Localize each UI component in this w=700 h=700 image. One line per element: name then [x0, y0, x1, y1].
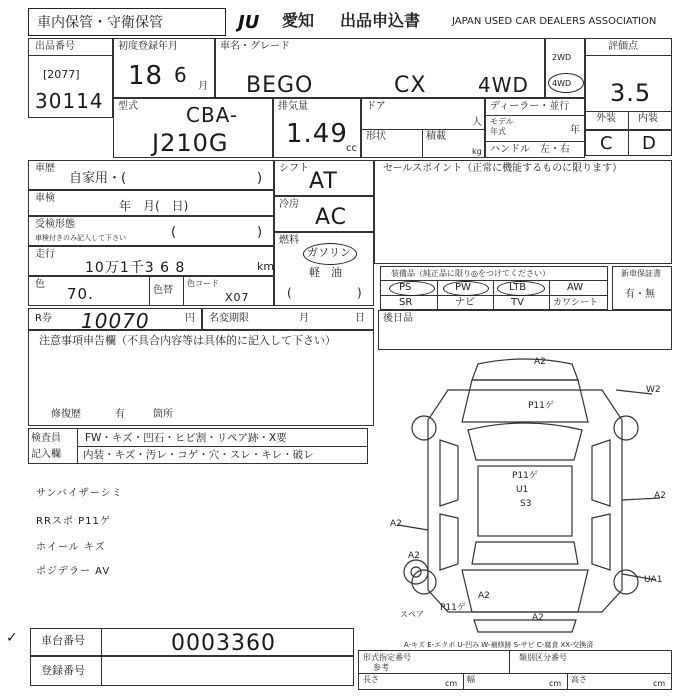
receipt-close: ): [257, 225, 263, 240]
score-interior-label: 内装: [638, 113, 658, 124]
class-number-label: 類別区分番号: [519, 653, 567, 662]
name-change-month: 月: [299, 313, 309, 324]
score-exterior-label: 外装: [596, 113, 616, 124]
recycle-unit: 円: [185, 313, 195, 324]
storage-label-box: [28, 8, 226, 36]
width-label: 幅: [467, 675, 475, 684]
equipment-ltb: LTB: [509, 282, 527, 293]
doors-box: [361, 98, 485, 158]
inspection-value: 年 月( 日): [119, 199, 189, 213]
chassis-box: [30, 628, 354, 656]
fuel-value-gasoline: ガソリン: [307, 246, 351, 259]
type-box: [113, 98, 273, 158]
equipment-ps: PS: [399, 282, 412, 293]
car-damage-diagram: [378, 350, 672, 640]
length-unit: cm: [445, 679, 458, 688]
aircon-value: AC: [315, 205, 348, 230]
form-title: 出品申込書: [340, 11, 421, 30]
warranty-value: 有・無: [625, 289, 655, 300]
registration-label: 初度登録年月: [118, 41, 178, 52]
equipment-label: 装備品（純正品に限り◎をつけてください）: [391, 269, 550, 278]
shape-label: 形状: [366, 131, 386, 142]
displacement-value: 1.49: [286, 119, 348, 149]
warranty-box: [612, 266, 672, 310]
width-unit: cm: [549, 679, 562, 688]
mileage-label: 走行: [35, 249, 55, 260]
warranty-label: 新車保証書: [621, 269, 661, 278]
capacity-kg-unit: kg: [472, 147, 482, 156]
handle-options: 左・右: [540, 144, 570, 155]
receipt-box: [28, 216, 274, 246]
score-grade-box: [585, 130, 672, 156]
brand-name: 愛知: [282, 11, 315, 30]
dealer-label: ディーラー・並行: [490, 101, 570, 112]
drive-option-box: [545, 38, 585, 98]
damage-mark-u1: U1: [516, 485, 529, 495]
sales-label: セールスポイント（正常に機能するものに限ります）: [383, 163, 623, 174]
inspector-row1: FW・キズ・凹石・ヒビ割・リペア跡・X要: [85, 432, 287, 444]
dealer-model-label: モデル: [490, 117, 514, 126]
rear-seat-label: 後日品: [383, 313, 413, 324]
form-number-ref: 参考: [373, 663, 389, 672]
fuel-label: 燃料: [279, 235, 299, 246]
equipment-navi: ナビ: [455, 297, 475, 308]
damage-legend: A-キズ E-エクボ U-凹み W-補修跡 S-サビ C-腐食 XX-交換済: [404, 641, 594, 649]
damage-mark-roof: P11ゲ: [512, 471, 538, 481]
rear-seat-box: [378, 310, 672, 350]
inspector-label-2: 記入欄: [31, 449, 61, 460]
damage-mark-w2: W2: [646, 385, 661, 395]
chassis-value: 0003360: [171, 631, 276, 656]
type-label: 型式: [118, 101, 138, 112]
equipment-pw-circle-icon: [443, 281, 489, 296]
note-3: ホイール キズ: [36, 542, 106, 553]
score-label: 評価点: [608, 41, 638, 52]
recycle-box: [28, 308, 202, 333]
door-persons-unit: 人: [472, 117, 482, 128]
registration-year: 18: [128, 61, 164, 91]
receipt-note: 車検付きのみ記入して下さい: [35, 234, 126, 242]
lot-box: [28, 38, 113, 118]
door-label: ドア: [366, 101, 386, 112]
history-close: ): [257, 171, 263, 186]
history-label: 車歴: [35, 163, 55, 174]
fuel-value-diesel: 軽 油: [309, 266, 342, 279]
lot-number: 30114: [35, 89, 104, 113]
type-line1: CBA-: [186, 103, 239, 127]
score-exterior: C: [600, 133, 614, 154]
damage-mark-a2-front: A2: [534, 357, 546, 367]
model-grade: CX: [394, 73, 427, 98]
association-name: JAPAN USED CAR DEALERS ASSOCIATION: [452, 16, 657, 27]
equipment-leather-seat: カワシート: [553, 298, 599, 308]
dealer-year-unit: 年: [570, 125, 580, 136]
color-box: [28, 276, 274, 306]
recycle-label: R券: [35, 313, 52, 324]
height-label: 高さ: [571, 675, 587, 684]
inspector-box: [28, 428, 368, 464]
inspection-label: 車検: [35, 193, 55, 204]
lot-label: 出品番号: [35, 41, 75, 52]
name-change-day: 日: [355, 313, 365, 324]
note-1: サンバイザーシミ: [36, 488, 123, 499]
equipment-box: [380, 266, 608, 310]
check-mark-icon: ✓: [6, 630, 19, 646]
lot-bracket-number: [2077]: [43, 68, 80, 81]
registration-month: 6: [174, 63, 188, 87]
model-name: BEGO: [246, 73, 314, 98]
mileage-box: [28, 246, 274, 276]
aircon-label: 冷房: [279, 199, 299, 210]
equipment-sr: SR: [399, 297, 413, 308]
drive-4wd-circle-icon: [548, 73, 584, 93]
model-label: 車名・グレード: [220, 41, 290, 52]
capacity-label: 積載: [426, 131, 446, 142]
damage-mark-ua1: UA1: [644, 575, 663, 585]
receipt-label: 受検形態: [35, 219, 75, 230]
shift-box: [274, 160, 374, 196]
recycle-value: 10070: [81, 309, 150, 333]
form-number-label: 形式指定番号: [363, 653, 411, 662]
spare-label: スペア: [400, 610, 424, 619]
color-label: 色: [35, 279, 45, 290]
color-change-label: 色替: [153, 285, 173, 296]
mileage-unit: km: [257, 260, 275, 273]
repair-place: 箇所: [153, 409, 173, 420]
note-2: RRスポ P11ゲ: [36, 516, 111, 527]
dealer-year-label: 年式: [490, 127, 506, 136]
score-interior: D: [642, 133, 657, 154]
fuel-open: (: [287, 286, 292, 300]
score-box: [585, 38, 672, 130]
shift-value: AT: [309, 169, 338, 194]
remarks-label: 注意事項申告欄（不具合内容等は具体的に記入して下さい）: [39, 334, 336, 347]
equipment-pw: PW: [455, 282, 471, 293]
receipt-open: (: [171, 225, 177, 240]
form-number-box: [358, 650, 672, 690]
length-label: 長さ: [363, 675, 379, 684]
registration-month-unit: 月: [198, 81, 208, 92]
reg-no-label: 登録番号: [41, 664, 85, 677]
inspector-label-1: 検査員: [31, 433, 61, 444]
displacement-box: [273, 98, 361, 158]
equipment-ps-circle-icon: [389, 281, 435, 296]
name-change-box: [202, 308, 374, 330]
color-code-label: 色コード: [187, 279, 219, 288]
inspection-box: [28, 190, 274, 216]
repair-value: 有: [115, 409, 125, 420]
damage-mark-a2-spare: A2: [408, 551, 420, 561]
type-line2: J210G: [152, 129, 229, 157]
mileage-value: 10万1千3 6 8: [85, 260, 186, 276]
fuel-close: ): [357, 286, 362, 300]
height-unit: cm: [653, 679, 666, 688]
damage-mark-hood: P11ゲ: [528, 401, 554, 411]
inspector-row2: 内装・キズ・汚レ・コゲ・穴・スレ・キレ・破レ: [83, 449, 314, 461]
dealer-box: [485, 98, 585, 158]
history-value: 自家用・(: [69, 171, 127, 186]
history-box: [28, 160, 274, 190]
storage-label: 車内保管・守衛保管: [37, 15, 163, 31]
reg-no-box: [30, 656, 354, 686]
registration-box: [113, 38, 215, 98]
fuel-gasoline-circle-icon: [303, 243, 357, 265]
damage-mark-a2-rearleft: A2: [478, 591, 490, 601]
repair-label: 修復歴: [51, 409, 81, 420]
remarks-box: [28, 330, 374, 426]
color-code: X07: [225, 291, 250, 304]
equipment-tv: TV: [511, 297, 524, 308]
displacement-label: 排気量: [278, 101, 308, 112]
brand-logo: [236, 10, 282, 32]
color-value: 70.: [67, 285, 94, 303]
shift-label: シフト: [279, 163, 309, 174]
drive-4wd: 4WD: [552, 79, 572, 88]
damage-mark-rear: P11ゲ: [440, 603, 466, 613]
score-value: 3.5: [610, 79, 652, 107]
damage-mark-a2-right: A2: [654, 491, 666, 501]
damage-mark-s3: S3: [520, 499, 532, 509]
damage-mark-a2-rear: A2: [532, 613, 544, 623]
chassis-label: 車台番号: [41, 634, 85, 647]
sales-box: [374, 160, 672, 264]
damage-mark-a2-left: A2: [390, 519, 402, 529]
equipment-aw: AW: [567, 282, 584, 293]
model-box: [215, 38, 545, 98]
fuel-box: [274, 232, 374, 306]
note-4: ポジデラー AV: [36, 566, 111, 577]
displacement-unit: cc: [346, 143, 357, 154]
name-change-label: 名変期限: [209, 313, 249, 324]
drive-2wd: 2WD: [552, 53, 572, 62]
handle-label: ハンドル: [490, 144, 530, 155]
svg-text:JU: JU: [238, 12, 260, 32]
aircon-box: [274, 196, 374, 232]
equipment-ltb-circle-icon: [497, 281, 545, 296]
model-drive: 4WD: [478, 73, 529, 97]
